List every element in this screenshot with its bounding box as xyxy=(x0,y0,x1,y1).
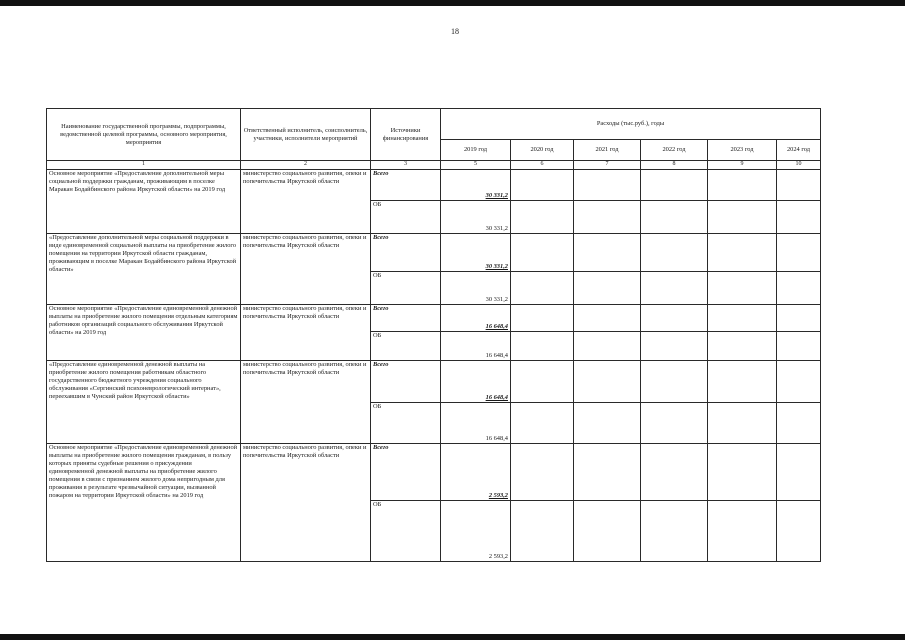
value-2021-ob xyxy=(574,501,641,562)
value-2024-ob xyxy=(777,272,821,305)
table-row xyxy=(47,170,821,201)
value-2020-total xyxy=(511,234,574,272)
header-year: 2021 год xyxy=(574,140,641,161)
value-2022-total xyxy=(641,170,708,201)
value-2021-total xyxy=(574,170,641,201)
source-ob-label: ОБ xyxy=(371,501,441,562)
column-number: 8 xyxy=(641,161,708,170)
value-2019-ob: 16 648,4 xyxy=(441,332,511,361)
column-number: 1 xyxy=(47,161,241,170)
column-number: 9 xyxy=(708,161,777,170)
table-row xyxy=(47,444,821,501)
value-2023-ob xyxy=(708,272,777,305)
value-2019-ob: 30 331,2 xyxy=(441,272,511,305)
value-2023-total xyxy=(708,234,777,272)
header-year: 2020 год xyxy=(511,140,574,161)
value-2024-ob xyxy=(777,501,821,562)
value-2019-ob: 30 331,2 xyxy=(441,201,511,234)
value-2022-ob xyxy=(641,332,708,361)
activity-name: «Предоставление единовременной денежной выплаты на приобретение жилого помещения работникам областного государственного бюджетного учреждения социального обслуживания «Сергинский психоневрологический интернат», переехавшим в Чунский район Иркутской области» xyxy=(47,361,241,444)
source-ob-label: ОБ xyxy=(371,403,441,444)
executor: министерство социального развития, опеки и попечительства Иркутской области xyxy=(241,234,371,305)
header-year: 2023 год xyxy=(708,140,777,161)
header-expenses: Расходы (тыс.руб.), годы xyxy=(441,109,821,140)
column-number: 2 xyxy=(241,161,371,170)
value-2021-ob xyxy=(574,403,641,444)
value-2023-ob xyxy=(708,332,777,361)
source-total-label: Всего xyxy=(371,444,441,501)
value-2022-total xyxy=(641,361,708,403)
value-2020-ob xyxy=(511,403,574,444)
executor: министерство социального развития, опеки и попечительства Иркутской области xyxy=(241,444,371,562)
column-number: 5 xyxy=(441,161,511,170)
header-year: 2019 год xyxy=(441,140,511,161)
header-source: Источники финансирования xyxy=(371,109,441,161)
value-2020-total xyxy=(511,170,574,201)
scan-top-border xyxy=(0,0,905,6)
value-2024-total xyxy=(777,234,821,272)
value-2023-ob xyxy=(708,201,777,234)
value-2024-total xyxy=(777,361,821,403)
value-2021-total xyxy=(574,305,641,332)
activity-name: «Предоставление дополнительной меры социальной поддержки в виде единовременной социальной выплаты на приобретение жилого помещения на территории Иркутской области гражданам, проживающим в поселке Маракан Бодайбинского района Иркутской области» xyxy=(47,234,241,305)
value-2022-total xyxy=(641,305,708,332)
source-ob-label: ОБ xyxy=(371,332,441,361)
value-2020-ob xyxy=(511,272,574,305)
value-2022-ob xyxy=(641,201,708,234)
value-2020-total xyxy=(511,444,574,501)
value-2021-ob xyxy=(574,272,641,305)
value-2022-total xyxy=(641,234,708,272)
executor: министерство социального развития, опеки и попечительства Иркутской области xyxy=(241,305,371,361)
value-2023-total xyxy=(708,170,777,201)
value-2019-ob: 16 648,4 xyxy=(441,403,511,444)
value-2023-total xyxy=(708,444,777,501)
value-2022-ob xyxy=(641,403,708,444)
value-2023-total xyxy=(708,305,777,332)
source-total-label: Всего xyxy=(371,305,441,332)
source-ob-label: ОБ xyxy=(371,272,441,305)
value-2024-total xyxy=(777,444,821,501)
header-year: 2022 год xyxy=(641,140,708,161)
value-2019-total: 16 648,4 xyxy=(441,305,511,332)
value-2020-ob xyxy=(511,501,574,562)
value-2020-total xyxy=(511,361,574,403)
value-2020-total xyxy=(511,305,574,332)
value-2019-total: 30 331,2 xyxy=(441,170,511,201)
value-2024-ob xyxy=(777,201,821,234)
activity-name: Основное мероприятие «Предоставление дополнительной меры социальной поддержки гражданам, проживающим в поселке Маракан Бодайбинского района Иркутской области» на 2019 год xyxy=(47,170,241,234)
column-number: 3 xyxy=(371,161,441,170)
column-number: 6 xyxy=(511,161,574,170)
value-2022-total xyxy=(641,444,708,501)
value-2020-ob xyxy=(511,332,574,361)
source-total-label: Всего xyxy=(371,361,441,403)
table-row xyxy=(47,361,821,403)
source-total-label: Всего xyxy=(371,170,441,201)
activity-name: Основное мероприятие «Предоставление единовременной денежной выплаты на приобретение жилого помещения отдельным категориям работников организаций социального обслуживания Иркутской области» на 2019 год xyxy=(47,305,241,361)
header-name: Наименование государственной программы, подпрограммы, ведомственной целевой программы, основного мероприятия, мероприятия xyxy=(47,109,241,161)
value-2019-ob: 2 593,2 xyxy=(441,501,511,562)
value-2021-ob xyxy=(574,201,641,234)
activity-name: Основное мероприятие «Предоставление единовременной денежной выплаты на приобретение жилого помещения гражданам, в пользу которых приняты судебные решения о присуждении единовременной денежной выплаты на приобретение жилого помещения в связи с признанием жилого дома непригодным для проживания в результате чрезвычайной ситуации, вызванной пожаром на территории Иркутской области» на 2019 год xyxy=(47,444,241,562)
value-2019-total: 2 593,2 xyxy=(441,444,511,501)
table-row xyxy=(47,305,821,332)
table-row xyxy=(47,234,821,272)
column-number: 7 xyxy=(574,161,641,170)
value-2019-total: 16 648,4 xyxy=(441,361,511,403)
value-2024-total xyxy=(777,170,821,201)
header-year: 2024 год xyxy=(777,140,821,161)
page-number: 18 xyxy=(451,27,459,36)
source-total-label: Всего xyxy=(371,234,441,272)
value-2023-total xyxy=(708,361,777,403)
budget-table xyxy=(46,108,821,562)
value-2022-ob xyxy=(641,501,708,562)
value-2024-ob xyxy=(777,332,821,361)
value-2021-total xyxy=(574,444,641,501)
value-2023-ob xyxy=(708,403,777,444)
value-2021-total xyxy=(574,361,641,403)
value-2020-ob xyxy=(511,201,574,234)
scan-bottom-border xyxy=(0,634,905,640)
value-2024-ob xyxy=(777,403,821,444)
source-ob-label: ОБ xyxy=(371,201,441,234)
value-2019-total: 30 331,2 xyxy=(441,234,511,272)
value-2021-ob xyxy=(574,332,641,361)
value-2023-ob xyxy=(708,501,777,562)
column-number: 10 xyxy=(777,161,821,170)
executor: министерство социального развития, опеки и попечительства Иркутской области xyxy=(241,170,371,234)
value-2022-ob xyxy=(641,272,708,305)
value-2024-total xyxy=(777,305,821,332)
header-executor: Ответственный исполнитель, соисполнитель, участники, исполнители мероприятий xyxy=(241,109,371,161)
executor: министерство социального развития, опеки и попечительства Иркутской области xyxy=(241,361,371,444)
value-2021-total xyxy=(574,234,641,272)
